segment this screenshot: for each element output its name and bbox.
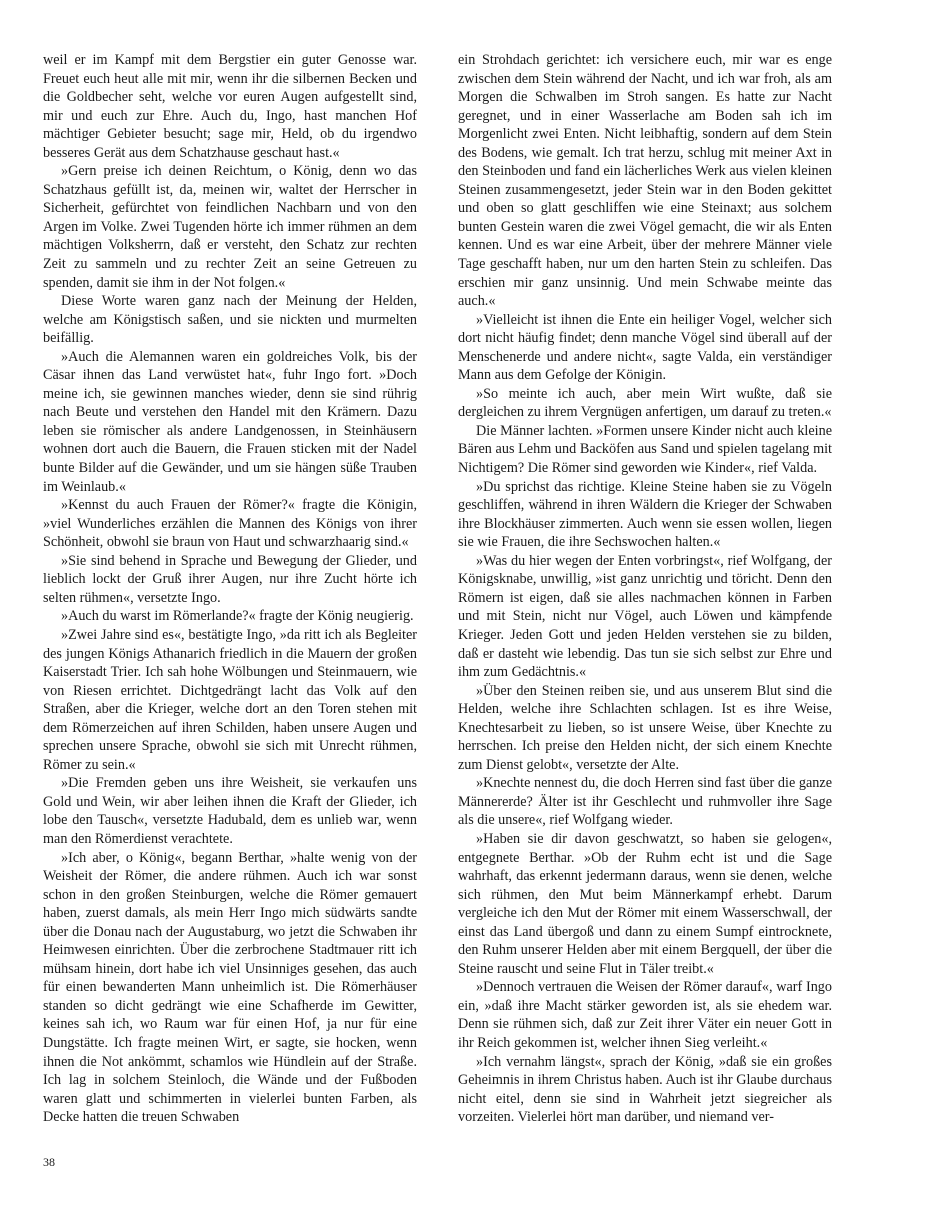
paragraph: »Kennst du auch Frauen der Römer?« fragte die Königin, »viel Wunderliches erzählen die Mannen des Königs von ihrer Schönheit, obwohl sie braun von Haut und schwarzhaarig sind.« [43, 497, 417, 551]
paragraph: »Was du hier wegen der Enten vorbringst«, rief Wolfgang, der Königsknabe, unwillig, »ist ganz unrichtig und töricht. Denn den Römern ist eigen, daß sie alles nachmachen können in Farben und mit Stein, nicht nur Vögel, auch Löwen und kämpfende Krieger. Jeden Gott und jeden Helden verstehen sie zu bilden, daß er dasteht wie lebendig. Das tun sie sich selbst zur Ehre und ihm zum Gedächtnis.« [458, 552, 832, 681]
paragraph: »Auch du warst im Römerlande?« fragte der König neugierig. [61, 608, 414, 625]
paragraph: weil er im Kampf mit dem Bergstier ein guter Genosse war. Freuet euch heut alle mit mir, wenn ihr die silbernen Becken und die Goldbecher seht, welche vor euren Augen aufgestellt sind, mir und euch zur Ehre. Auch du, Ingo, hast manchen Hof mächtiger Gebieter besucht; sage mir, Held, ob du irgendwo besseres Gerät aus dem Schatzhause geschaut hast.« [43, 52, 417, 161]
paragraph: »Gern preise ich deinen Reichtum, o König, denn wo das Schatzhaus gefüllt ist, da, meinen wir, waltet der Herrscher in Sicherheit, gefürchtet von feindlichen Nachbarn und von den Argen im Volke. Zwei Tugenden hörte ich immer rühmen an dem mächtigen Volksherrn, daß er versteht, den Schatz zur rechten Zeit zu sammeln und zu rechter Zeit an seine Getreuen zu spenden, damit sie ihm in der Not folgen.« [43, 163, 417, 291]
paragraph: »Haben sie dir davon geschwatzt, so haben sie gelogen«, entgegnete Berthar. »Ob der Ruhm echt ist und die Sage wahrhaft, das erkennt jedermann daraus, wenn sie denen, welche sich rühmen, den Mut beim Männerkampf erhebt. Darum vergleiche ich den Mut der Römer mit einem Wasserschwall, der einst das Land übergoß und dann zu einem Sumpf eintrocknete, den Ruhm unserer Helden aber mit einem Bergquell, der über die Steine rauscht und seine Flut in Täler treibt.« [458, 830, 832, 977]
paragraph: »Ich vernahm längst«, sprach der König, »daß sie ein großes Geheimnis in ihrem Christus haben. Auch ist ihr Glaube durchaus nicht eitel, denn sie sind in Wahrheit jetzt siegreicher als vorzeiten. Vielerlei hört man darüber, und niemand ver- [458, 1053, 832, 1126]
paragraph: ein Strohdach gerichtet: ich versichere euch, mir war es enge zwischen dem Stein während der Nacht, und ich war froh, als am Morgen die Schwalben im Stroh sangen. Es hatte zur Nacht geregnet, und in einer Wasserlache am Boden sah ich im Morgenlicht zwei Enten. Nicht leibhaftig, sondern auf dem Stein des Bodens, wie gemalt. Ich trat herzu, schlug mit meiner Axt in den Steinboden und fand ein lächerliches Werk aus vielen kleinen Steinen zusammengesetzt, jeder Stein war in den Boden gekittet und oben so glatt geschliffen wie eine Steinaxt; aus solchem bunten Gestein waren die zwei Vögel gemacht, die wir als Enten kennen. Und es war eine Arbeit, über der mehrere Männer viele Tage geschafft haben, nur um den harten Stein zu schleifen. Das erschien mir ganz unsinnig. Und mein Schwabe meinte das auch.« [458, 52, 832, 310]
paragraph: Die Männer lachten. »Formen unsere Kinder nicht auch kleine Bären aus Lehm und Backöfen aus Sand und spielen tagelang mit Nichtigem? Die Römer sind geworden wie Kinder«, rief Valda. [458, 422, 832, 477]
page-number: 38 [43, 1155, 55, 1169]
paragraph: »Du sprichst das richtige. Kleine Steine haben sie zu Vögeln geschliffen, während in ihren Wäldern die Krieger der Schwaben ihre Blockhäuser zimmerten. Auch wenn sie essen wollen, liegen sie wie Frauen, die ihre Sechswochen halten.« [458, 478, 832, 551]
paragraph: »Die Fremden geben uns ihre Weisheit, sie verkaufen uns Gold und Wein, wir aber leihen ihnen die Kraft der Glieder, ich lobe den Tausch«, versetzte Hadubald, dem es unlieb war, wenn man den Römerdienst verachtete. [43, 775, 417, 847]
paragraph: »Dennoch vertrauen die Weisen der Römer darauf«, warf Ingo ein, »daß ihre Macht stärker geworden ist, als sie ehedem war. Denn sie rühmen sich, daß zur Zeit ihrer Väter ein neuer Gott in ihr Reich gekommen ist, welcher ihnen Sieg verleiht.« [458, 979, 832, 1051]
left-column [43, 51, 417, 1127]
paragraph: »Ich aber, o König«, begann Berthar, »halte wenig von der Weisheit der Römer, die andere rühmen. Auch ich war sonst schon in den großen Steinburgen, welche die Römer gemauert haben, zuerst damals, als mein Herr Ingo mich südwärts sandte über die Donau nach der Augustaburg, wo jetzt die Schwaben ihr Heimwesen einrichten. Über die zerbrochene Stadtmauer ritt ich mühsam hinein, dort habe ich viel Unsinniges gesehen, das auch für einen bewanderten Mann unheimlich ist. Die Römerhäuser standen so dicht gedrängt wie eine Schafherde im Gewitter, keines sah ich, wo Raum war für einen Hof, ja nur für eine Dungstätte. Ich fragte meinen Wirt, er sagte, sie hocken, wenn ihnen die Not ankömmt, schamlos wie Hündlein auf der Straße. Ich lag in solchem Steinloch, die Wände und der Fußboden waren glatt und schimmerten in vielerlei bunten Farben, als Decke hatten die treuen Schwaben [43, 849, 417, 1126]
paragraph: »So meinte ich auch, aber mein Wirt wußte, daß sie dergleichen zu ihrem Vergnügen anfertigen, um darauf zu treten.« [458, 385, 832, 421]
paragraph: »Vielleicht ist ihnen die Ente ein heiliger Vogel, welcher sich dort nicht häufig findet; denn manche Vögel sind überall auf der Menschenerde und andere nicht«, sagte Valda, ein verständiger Mann aus dem Gefolge der Königin. [458, 311, 832, 384]
paragraph: »Über den Steinen reiben sie, und aus unserem Blut sind die Helden, welche ihre Schlachten schlagen. Ist es ihre Weise, Knechtesarbeit zu lieben, so ist unsere Weise, über Knechte zu herrschen. Ich preise den Helden nicht, der sich einem Knechte zum Dienst gelobt«, versetzte der Alte. [458, 682, 832, 773]
paragraph: »Auch die Alemannen waren ein goldreiches Volk, bis der Cäsar ihnen das Land verwüstet hat«, fuhr Ingo fort. »Doch meine ich, sie gewinnen manches wieder, denn sie sind rührig nach Beute und verstehen den Handel mit den Krämern. Dazu leben sie römischer als andere Landgenossen, in Steinhäusern wohnen dort auch die Bauern, die Frauen sticken mit der Nadel bunte Bilder auf die Gewänder, und um sie hängen süße Trauben im Weinlaub.« [43, 348, 417, 495]
paragraph: Diese Worte waren ganz nach der Meinung der Helden, welche am Königstisch saßen, und sie nickten und murmelten beifällig. [43, 293, 417, 347]
paragraph: »Sie sind behend in Sprache und Bewegung der Glieder, und lieblich lockt der Gruß ihrer Augen, nur ihre Zucht hörte ich selten rühmen«, versetzte Ingo. [43, 552, 417, 606]
paragraph: »Knechte nennest du, die doch Herren sind fast über die ganze Männererde? Älter ist ihr Geschlecht und ruhmvoller ihre Sage als die unsere«, rief Wolfgang wieder. [458, 775, 832, 829]
paragraph: »Zwei Jahre sind es«, bestätigte Ingo, »da ritt ich als Begleiter des jungen Königs Athanarich friedlich in die Mauern der großen Kaiserstadt Trier. Ich sah hohe Wölbungen und Steinmauern, wie von Riesen errichtet. Dichtgedrängt lacht das Volk auf den Straßen, aber die Krieger, welche dort an den Toren stehen mit dem Römerzeichen auf ihren Schilden, haben unsere Augen und sprechen unsere Sprache, obwohl sie sich mit Unrecht rühmen, Römer zu sein.« [43, 626, 417, 773]
right-column [458, 51, 832, 1127]
